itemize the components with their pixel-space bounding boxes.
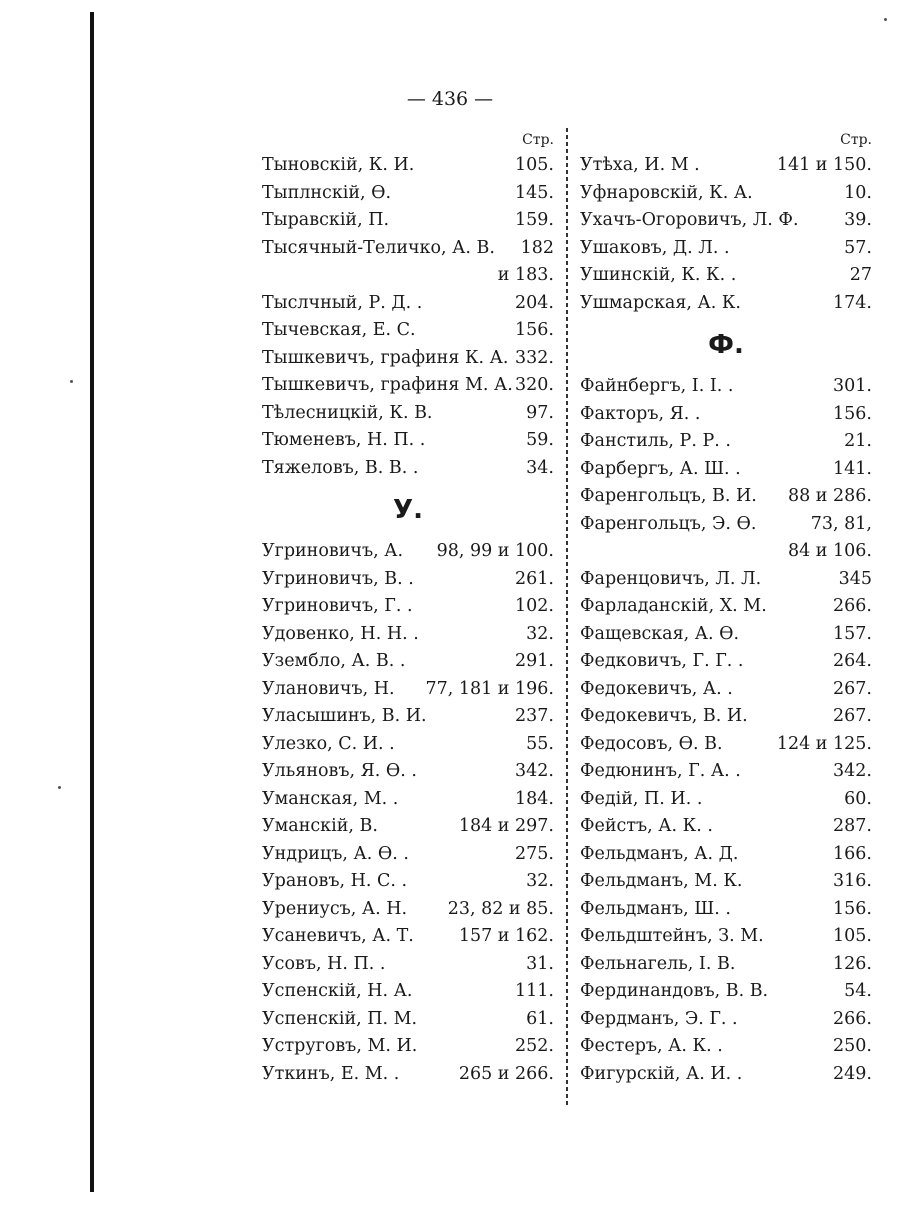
entry-pages: 54. (844, 981, 872, 1001)
index-entry (580, 483, 872, 511)
index-entry (262, 731, 554, 759)
entry-name: Фельдманъ, Ш. . (580, 898, 731, 919)
entry-pages: 39. (844, 210, 872, 230)
entry-pages: 342. (515, 761, 554, 781)
entry-name: Фащевская, А. Ѳ. (580, 623, 740, 644)
entry-name: Тыслчный, Р. Д. . (262, 292, 423, 313)
entry-name: Тыновскій, К. И. (262, 155, 415, 175)
entry-name: Уласышинъ, В. И. (262, 706, 427, 726)
right-column (580, 128, 872, 1088)
entry-pages: 88 и 286. (787, 486, 872, 506)
entry-pages: 98, 99 и 100. (436, 541, 554, 561)
entry-name: Уфнаровскій, К. А. (580, 182, 753, 203)
entry-pages: 32. (526, 871, 554, 891)
entry-pages: 55. (526, 733, 554, 754)
entry-pages: 237. (515, 706, 554, 726)
entry-pages: 10. (844, 182, 872, 203)
entry-name: Фельдштейнъ, З. М. (580, 926, 764, 946)
index-entry (262, 427, 554, 455)
entry-pages: 145. (515, 182, 554, 203)
entry-pages: 159. (515, 210, 554, 230)
index-entry (580, 786, 872, 814)
section-letter-f: Ф. (708, 330, 744, 360)
entry-name: Фарладанскій, Х. М. (580, 596, 767, 616)
index-entry (262, 676, 554, 704)
page-column-header: Стр. (840, 132, 872, 148)
index-entry (580, 511, 872, 539)
index-entry (262, 813, 554, 841)
entry-pages: 184. (515, 788, 554, 809)
entry-name: Тяжеловъ, В. В. . (262, 457, 419, 478)
entry-name: Ундрицъ, А. Ѳ. . (262, 843, 409, 864)
section-letter-u: У. (393, 495, 423, 525)
index-entry (580, 621, 872, 649)
entry-pages: 345 (838, 568, 872, 589)
entry-name: Ульяновъ, Я. Ѳ. . (262, 761, 417, 781)
entry-name: Фаренгольцъ, Э. Ѳ. (580, 513, 757, 534)
index-entry (580, 703, 872, 731)
index-entry (262, 896, 554, 924)
index-entry (580, 1006, 872, 1034)
index-entry (580, 593, 872, 621)
entry-name: Тысячный-Теличко, А. В. (262, 237, 495, 258)
entry-name: Угриновичъ, А. (262, 541, 404, 561)
index-entry (580, 428, 872, 456)
entry-pages: 34. (526, 457, 554, 478)
entry-pages: 316. (833, 871, 872, 891)
index-entry (262, 235, 554, 263)
entry-pages: 320. (515, 375, 554, 395)
entry-name: Уманская, М. . (262, 788, 399, 809)
entry-name: Тышкевичъ, графиня М. А. (262, 375, 513, 395)
entry-pages: 141 и 150. (776, 155, 872, 175)
entry-name: Фарбергъ, А. Ш. . (580, 458, 741, 479)
index-entry-continuation (580, 538, 872, 566)
index-entry (580, 758, 872, 786)
index-entry (580, 896, 872, 924)
entry-pages: 266. (833, 596, 872, 616)
entry-name: Усаневичъ, А. Т. (262, 926, 414, 946)
entry-name: Федокевичъ, В. И. (580, 706, 748, 726)
entry-pages: 287. (833, 816, 872, 836)
index-entry (262, 317, 554, 345)
entry-pages: 111. (515, 981, 554, 1001)
entry-name: Утѣха, И. М . (580, 155, 700, 175)
entry-pages: 252. (515, 1036, 554, 1056)
entry-name: Ушмарская, А. К. (580, 292, 741, 313)
entry-name: Урениусъ, А. Н. (262, 898, 408, 919)
entry-pages: 60. (844, 788, 872, 809)
index-entry (580, 868, 872, 896)
entry-name: Фейстъ, А. К. . (580, 816, 713, 836)
entry-name: Фаренгольцъ, В. И. (580, 486, 757, 506)
entry-pages: 105. (515, 155, 554, 175)
entry-name: Улановичъ, Н. (262, 678, 395, 699)
entry-name: Ухачъ-Огоровичъ, Л. Ф. (580, 210, 799, 230)
entry-pages: 157. (833, 623, 872, 644)
entry-pages: 275. (515, 843, 554, 864)
entry-name: Фердманъ, Э. Г. . (580, 1008, 738, 1029)
entry-name: Ушаковъ, Д. Л. . (580, 237, 730, 258)
index-entry (262, 841, 554, 869)
index-entry (262, 345, 554, 373)
entry-name: Фигурскій, А. И. . (580, 1063, 743, 1084)
entry-name: Фанстиль, Р. Р. . (580, 431, 731, 451)
entry-pages: 264. (833, 651, 872, 671)
index-entry (262, 978, 554, 1006)
entry-pages: 261. (515, 568, 554, 589)
entries-u-cont (580, 152, 872, 317)
index-entry (262, 868, 554, 896)
index-entry (262, 703, 554, 731)
index-entry (262, 152, 554, 180)
entry-pages: 73, 81, (810, 513, 872, 534)
entry-pages: 102. (515, 596, 554, 616)
entry-name: Уткинъ, Е. М. . (262, 1063, 400, 1084)
index-entry (580, 951, 872, 979)
index-entry (580, 373, 872, 401)
entry-pages: 156. (833, 898, 872, 919)
index-entry (580, 676, 872, 704)
index-entry (262, 566, 554, 594)
entry-pages: 32. (526, 623, 554, 644)
index-entry (580, 978, 872, 1006)
entry-name: Федій, П. И. . (580, 788, 703, 809)
entry-name: Тѣлесницкій, К. В. (262, 402, 433, 423)
index-entry (580, 152, 872, 180)
entry-pages: 126. (833, 953, 872, 974)
index-entry (580, 648, 872, 676)
index-entry (580, 731, 872, 759)
index-entry (262, 207, 554, 235)
entry-pages: 265 и 266. (458, 1063, 554, 1084)
scan-speck (884, 18, 887, 21)
index-entry (262, 758, 554, 786)
index-entry (262, 1006, 554, 1034)
index-entry (580, 1061, 872, 1089)
index-entry (262, 180, 554, 208)
entry-name: Угриновичъ, Г. . (262, 596, 413, 616)
entry-pages: 342. (833, 761, 872, 781)
entries-t (262, 152, 554, 482)
entry-name: Тыравскій, П. (262, 210, 390, 230)
entry-name: Усовъ, Н. П. . (262, 953, 386, 974)
index-entry (580, 813, 872, 841)
entry-pages: 141. (833, 458, 872, 479)
entry-name: Уземблo, А. В. . (262, 651, 406, 671)
index-entry-continuation (262, 262, 554, 290)
entry-pages: 59. (526, 430, 554, 450)
entry-pages: 204. (515, 292, 554, 313)
entries-f (580, 373, 872, 1088)
entry-name: Уманскій, В. (262, 816, 378, 836)
scan-speck (58, 786, 61, 789)
entry-pages: 105. (833, 926, 872, 946)
entry-pages: 266. (833, 1008, 872, 1029)
scan-speck (70, 380, 73, 383)
entry-name: Успенскій, Н. А. (262, 981, 413, 1001)
entry-name: Тыплнскій, Ѳ. (262, 182, 392, 203)
entry-pages: 31. (526, 953, 554, 974)
entry-name: Тычевская, Е. С. (262, 320, 416, 340)
index-entry (262, 923, 554, 951)
entry-pages: 61. (526, 1008, 554, 1029)
entry-pages: и 183. (497, 265, 554, 285)
index-entry (262, 786, 554, 814)
entry-pages: 124 и 125. (776, 733, 872, 754)
entry-name: Уструговъ, М. И. (262, 1036, 418, 1056)
entry-pages: 84 и 106. (787, 541, 872, 561)
entry-name: Улезко, С. И. . (262, 733, 395, 754)
entry-name: Тюменевъ, Н. П. . (262, 430, 426, 450)
index-entry (580, 401, 872, 429)
index-entry (262, 290, 554, 318)
entry-name: Фаренцовичъ, Л. Л. (580, 568, 762, 589)
entry-pages: 166. (833, 843, 872, 864)
index-entry (580, 566, 872, 594)
entry-name: Федокевичъ, А. . (580, 678, 733, 699)
entry-name: Успенскій, П. М. (262, 1008, 418, 1029)
entry-name: Факторъ, Я. . (580, 403, 701, 424)
entry-pages: 267. (833, 706, 872, 726)
entry-pages: 157 и 162. (458, 926, 554, 946)
index-entry (580, 207, 872, 235)
index-entry (580, 841, 872, 869)
entry-pages: 156. (515, 320, 554, 340)
entries-u (262, 538, 554, 1088)
entry-pages: 97. (526, 402, 554, 423)
index-entry (262, 951, 554, 979)
entry-pages: 267. (833, 678, 872, 699)
index-entry (580, 1033, 872, 1061)
page-number: — 436 — (406, 88, 494, 110)
entry-pages: 249. (833, 1063, 872, 1084)
entry-pages: 23, 82 и 85. (447, 898, 554, 919)
index-entry (580, 456, 872, 484)
entry-name: Фестеръ, А. К. . (580, 1036, 723, 1056)
entry-name: Фердинандовъ, В. В. (580, 981, 769, 1001)
entry-name: Урановъ, Н. С. . (262, 871, 408, 891)
entry-name: Тышкевичъ, графиня К. А. (262, 347, 509, 368)
entry-name: Федосовъ, Ѳ. В. (580, 733, 723, 754)
index-entry (580, 262, 872, 290)
entry-pages: 174. (833, 292, 872, 313)
entry-name: Федюнинъ, Г. А. . (580, 761, 741, 781)
binding-rule (90, 12, 94, 1192)
index-entry (262, 593, 554, 621)
index-entry (262, 538, 554, 566)
entry-name: Файнбергъ, І. І. . (580, 376, 734, 396)
entry-name: Удовенко, Н. Н. . (262, 623, 419, 644)
entry-pages: 250. (833, 1036, 872, 1056)
entry-name: Фельдманъ, М. К. (580, 871, 743, 891)
column-divider (566, 128, 568, 1108)
entry-name: Федковичъ, Г. Г. . (580, 651, 744, 671)
index-entry (262, 1061, 554, 1089)
entry-name: Угриновичъ, В. . (262, 568, 414, 589)
entry-pages: 291. (515, 651, 554, 671)
index-entry (262, 648, 554, 676)
entry-name: Ушинскій, К. К. . (580, 265, 737, 285)
entry-pages: 156. (833, 403, 872, 424)
entry-pages: 27 (849, 265, 872, 285)
entry-pages: 77, 181 и 196. (425, 678, 554, 699)
entry-pages: 182 (520, 237, 554, 258)
index-entry (580, 923, 872, 951)
index-entry (580, 180, 872, 208)
entry-pages: 301. (833, 376, 872, 396)
index-entry (580, 290, 872, 318)
index-entry (580, 235, 872, 263)
index-entry (262, 621, 554, 649)
index-entry (262, 455, 554, 483)
entry-pages: 184 и 297. (458, 816, 554, 836)
entry-name: Фельдманъ, А. Д. (580, 843, 739, 864)
entry-name: Фельнагель, І. В. (580, 953, 736, 974)
index-entry (262, 400, 554, 428)
page-column-header: Стр. (522, 132, 554, 148)
index-entry (262, 372, 554, 400)
entry-pages: 21. (844, 431, 872, 451)
index-entry (262, 1033, 554, 1061)
left-column (262, 128, 554, 1088)
entry-pages: 57. (844, 237, 872, 258)
entry-pages: 332. (515, 347, 554, 368)
